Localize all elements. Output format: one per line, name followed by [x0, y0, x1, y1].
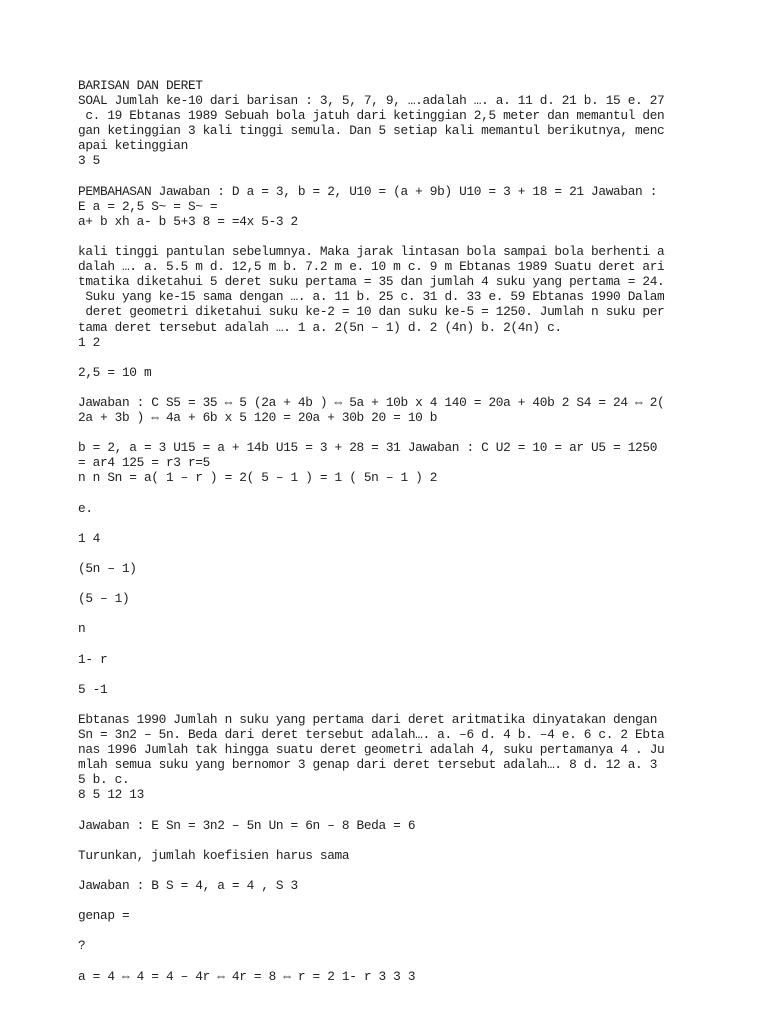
text-line: 1 2 [78, 334, 100, 350]
paragraph [78, 501, 698, 516]
text-line: c. 19 Ebtanas 1989 Sebuah bola jatuh dari ketinggian 2,5 meter dan memantul den [78, 108, 665, 124]
paragraph [78, 652, 698, 667]
text-line: Jawaban : C S5 = 35 ⇔ 5 (2a + 4b ) ⇔ 5a + 10b x 4 140 = 20a + 40b 2 S4 = 24 ⇔ 2( [78, 394, 665, 410]
paragraph [78, 682, 698, 697]
text-line: tama deret tersebut adalah …. 1 a. 2(5n – 1) d. 2 (4n) b. 2(4n) c. [78, 319, 562, 335]
text-line: 1 4 [78, 530, 100, 546]
text-line: mlah semua suku yang bernomor 3 genap dari deret tersebut adalah…. 8 d. 12 a. 3 [78, 757, 658, 773]
text-line: SOAL Jumlah ke-10 dari barisan : 3, 5, 7, 9, ….adalah …. a. 11 d. 21 b. 15 e. 27 [78, 93, 665, 109]
text-line: apai ketinggian [78, 138, 188, 154]
text-line: gan ketinggian 3 kali tinggi semula. Dan 5 setiap kali memantul berikutnya, menc [78, 123, 665, 139]
paragraph [78, 969, 698, 984]
text-line: 5 b. c. [78, 772, 130, 788]
text-line: b = 2, a = 3 U15 = a + 14b U15 = 3 + 28 = 31 Jawaban : C U2 = 10 = ar U5 = 1250 [78, 440, 658, 456]
text-line: Jawaban : E Sn = 3n2 – 5n Un = 6n – 8 Beda = 6 [78, 817, 416, 833]
text-line: (5 – 1) [78, 591, 130, 607]
paragraph [78, 878, 698, 893]
text-line: 1- r [78, 651, 108, 667]
text-line: Sn = 3n2 – 5n. Beda dari deret tersebut adalah…. a. –6 d. 4 b. –4 e. 6 c. 2 Ebta [78, 727, 665, 743]
paragraph [78, 908, 698, 923]
paragraph [78, 818, 698, 833]
paragraph [78, 621, 698, 636]
text-line: dalah …. a. 5.5 m d. 12,5 m b. 7.2 m e. 10 m c. 9 m Ebtanas 1989 Suatu deret ari [78, 259, 665, 275]
paragraph [78, 591, 698, 606]
text-line: a = 4 ⇔ 4 = 4 – 4r ⇔ 4r = 8 ⇔ r = 2 1- r 3 3 3 [78, 968, 416, 984]
text-line: Jawaban : B S = 4, a = 4 , S 3 [78, 877, 298, 893]
text-line: 2,5 = 10 m [78, 364, 152, 380]
paragraph [78, 365, 698, 380]
text-line: n n Sn = a( 1 – r ) = 2( 5 – 1 ) = 1 ( 5n – 1 ) 2 [78, 470, 438, 486]
text-line: Ebtanas 1990 Jumlah n suku yang pertama dari deret aritmatika dinyatakan dengan [78, 711, 658, 727]
paragraph [78, 531, 698, 546]
text-line: deret geometri diketahui suku ke-2 = 10 dan suku ke-5 = 1250. Jumlah n suku per [78, 304, 665, 320]
text-line: (5n – 1) [78, 561, 137, 576]
text-line: Turunkan, jumlah koefisien harus sama [78, 847, 350, 863]
paragraph [78, 78, 698, 169]
text-line: n [78, 621, 86, 637]
text-line: 8 5 12 13 [78, 787, 144, 803]
paragraph [78, 440, 698, 485]
text-line: tmatika diketahui 5 deret suku pertama = 35 dan jumlah 4 suku yang pertama = 24. [78, 274, 665, 290]
document-page [78, 78, 698, 999]
paragraph [78, 712, 698, 803]
text-line: nas 1996 Jumlah tak hingga suatu deret geometri adalah 4, suku pertamanya 4 . Ju [78, 742, 665, 758]
paragraph [78, 184, 698, 229]
text-line: 5 -1 [78, 681, 108, 697]
text-line: a+ b xh a- b 5+3 8 = =4x 5-3 2 [78, 213, 298, 229]
text-line: 2a + 3b ) ⇔ 4a + 6b x 5 120 = 20a + 30b 20 = 10 b [78, 410, 438, 426]
paragraph [78, 395, 698, 425]
text-line: Suku yang ke-15 sama dengan …. a. 11 b. 25 c. 31 d. 33 e. 59 Ebtanas 1990 Dalam [78, 289, 665, 305]
text-line: 3 5 [78, 153, 100, 169]
text-line: E a = 2,5 S~ = S~ = [78, 198, 218, 214]
paragraph [78, 244, 698, 350]
paragraph [78, 848, 698, 863]
text-line: = ar4 125 = r3 r=5 [78, 455, 210, 471]
text-line: ? [78, 938, 86, 954]
text-line: kali tinggi pantulan sebelumnya. Maka jarak lintasan bola sampai bola berhenti a [78, 244, 665, 260]
paragraph [78, 938, 698, 953]
text-line: PEMBAHASAN Jawaban : D a = 3, b = 2, U10 = (a + 9b) U10 = 3 + 18 = 21 Jawaban : [78, 183, 658, 199]
text-line: e. [78, 500, 93, 516]
text-line: genap = [78, 908, 130, 924]
paragraph [78, 561, 698, 576]
text-line: BARISAN DAN DERET [78, 78, 203, 93]
